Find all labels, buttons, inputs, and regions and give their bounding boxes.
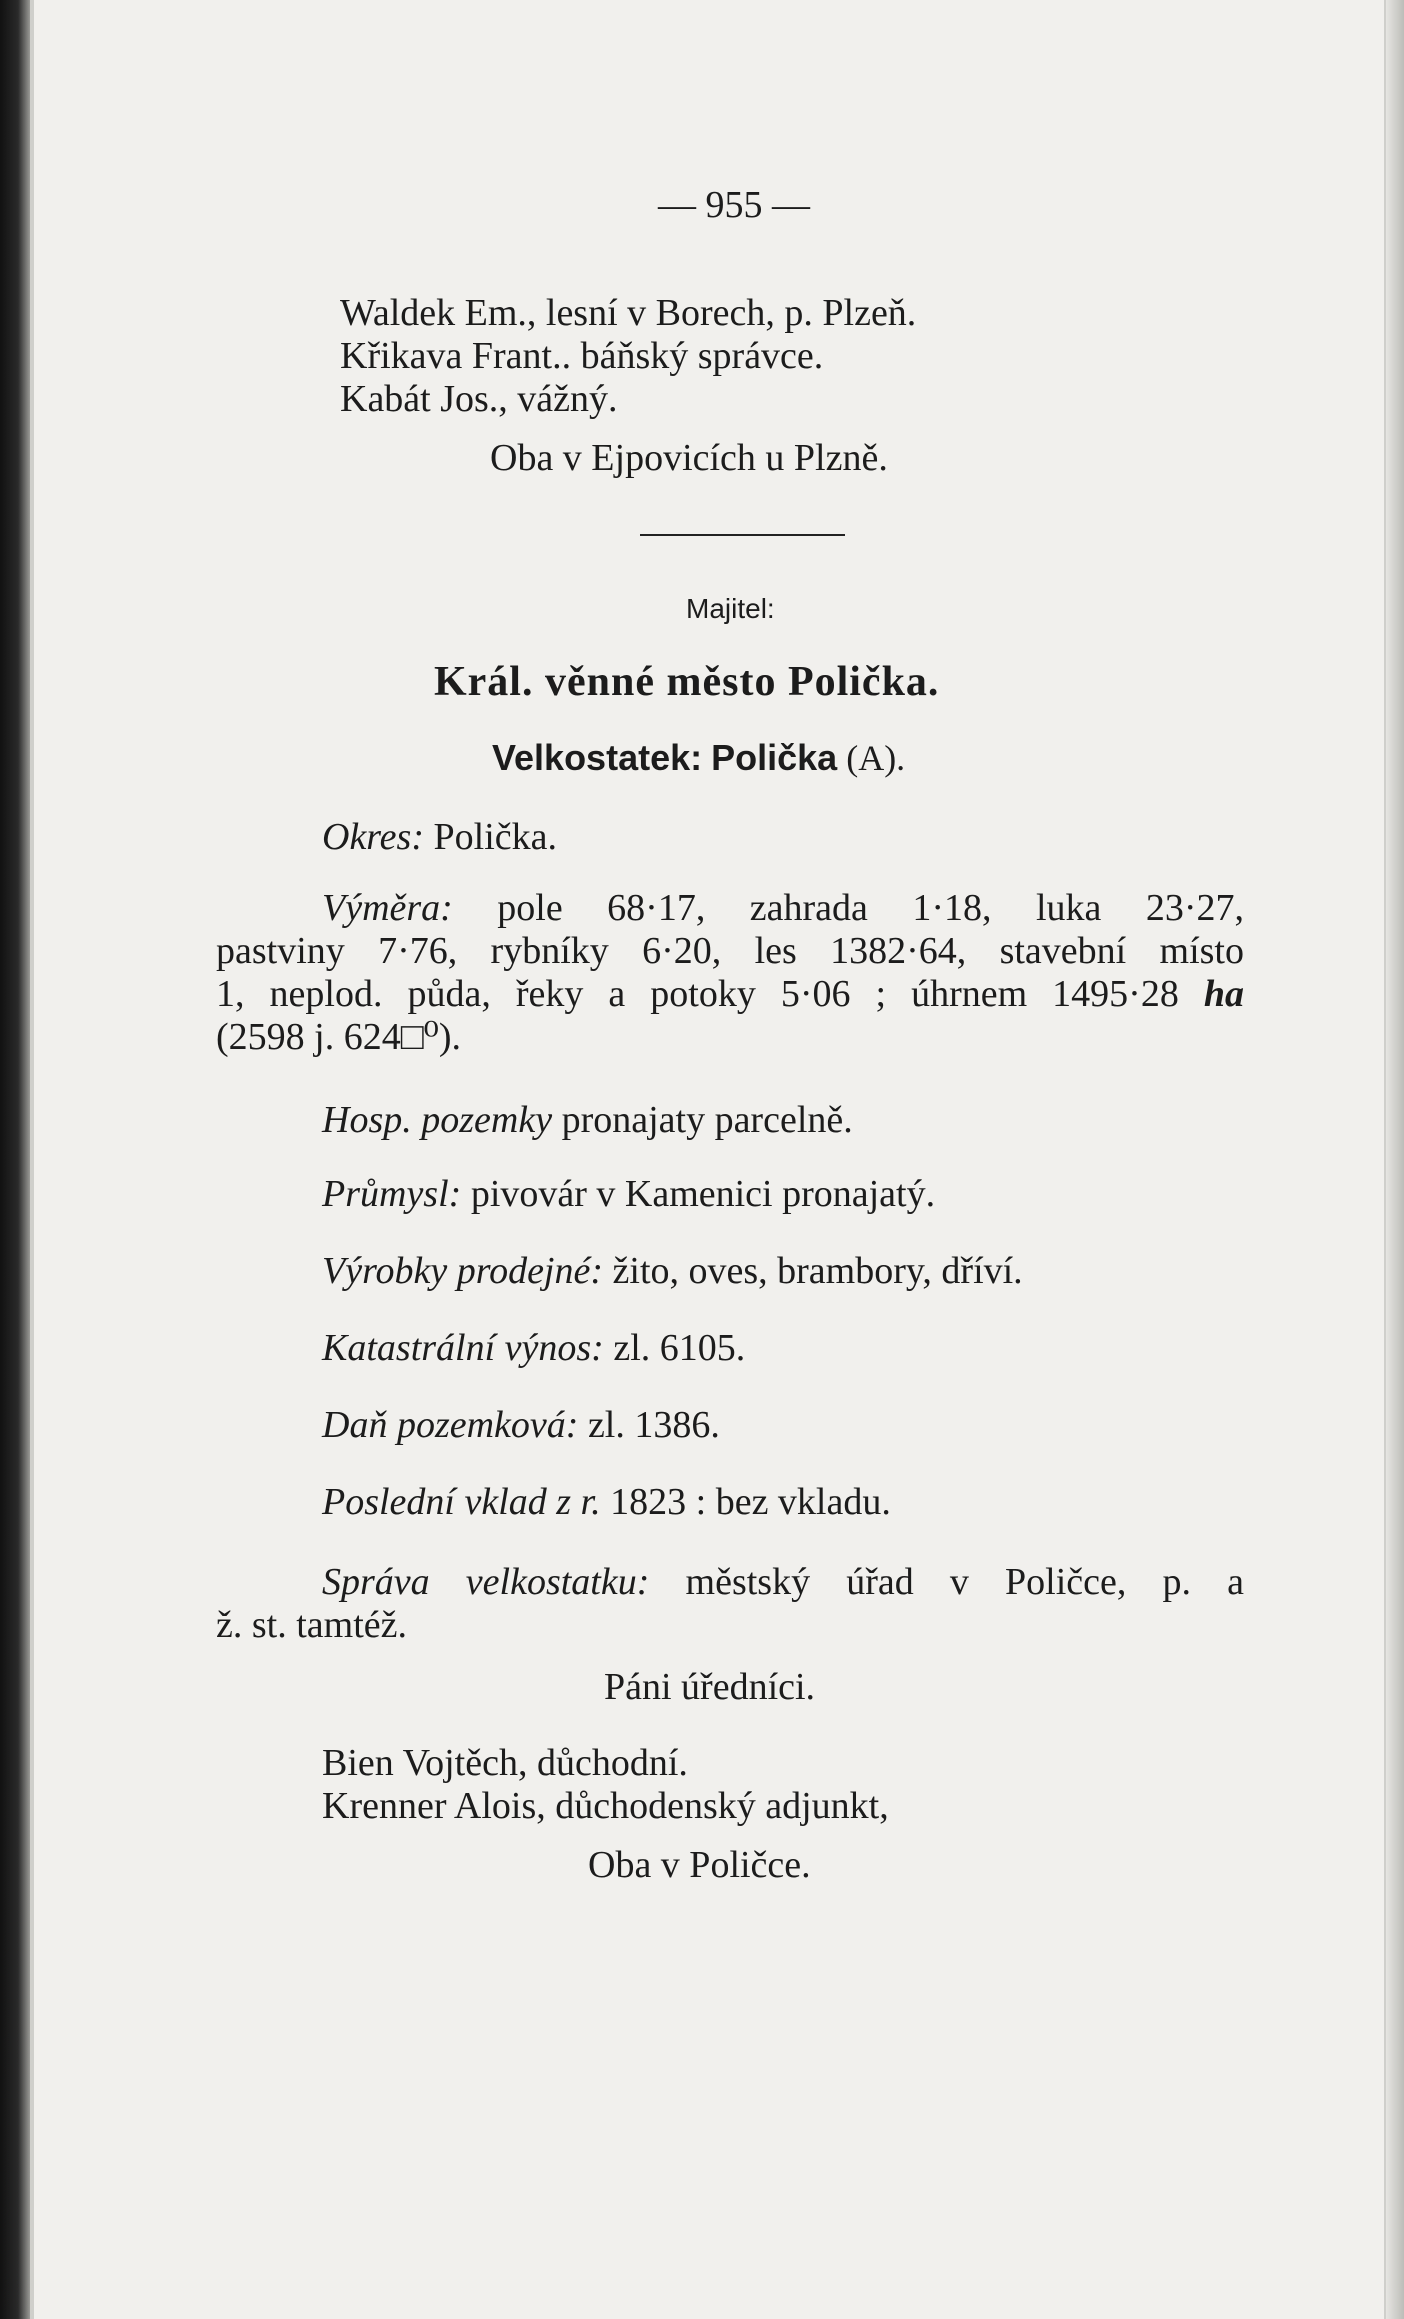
officials-location: Oba v Poličce. — [588, 1844, 811, 1886]
owner-label: Majitel: — [686, 593, 775, 624]
district-label: Okres: — [322, 816, 424, 858]
official-2: Krenner Alois, důchodenský adjunkt, — [322, 1785, 889, 1827]
estate-name: Polička — [711, 737, 838, 778]
area-line-4: (2598 j. 624□⁰). — [216, 1016, 462, 1058]
administration-line1-rest: městský úřad v Poličce, p. a — [685, 1561, 1244, 1603]
area-label: Výměra: — [322, 887, 453, 929]
field-dan-pozemkova — [322, 1403, 720, 1447]
district-line — [322, 815, 557, 859]
page-number: — 955 — — [658, 184, 810, 226]
administration-label: Správa velkostatku: — [322, 1561, 650, 1603]
estate-label: Velkostatek: — [492, 737, 703, 778]
area-line-3 — [216, 972, 1244, 1016]
estate-title — [492, 736, 905, 780]
owner-name: Král. věnné město Polička. — [434, 659, 940, 705]
field-label: Katastrální výnos: — [322, 1327, 604, 1369]
field-label: Daň pozemková: — [322, 1404, 579, 1446]
location-line: Oba v Ejpovicích u Plzně. — [490, 437, 888, 479]
area-unit: ha — [1203, 973, 1245, 1015]
field-value: zl. 6105. — [613, 1327, 746, 1369]
area-line-2: pastviny 7·76, rybníky 6·20, les 1382·64, stavební místo — [216, 930, 1244, 972]
administration-line-1 — [322, 1560, 1244, 1604]
area-line1-rest: pole 68·17, zahrada 1·18, luka 23·27, — [497, 887, 1244, 929]
area-line3-pre: 1, neplod. půda, řeky a potoky 5·06 ; úhrnem 1495·28 — [216, 973, 1179, 1015]
administration-line-2: ž. st. tamtéž. — [216, 1604, 407, 1646]
officials-heading: Páni úředníci. — [604, 1666, 816, 1708]
entry-line-2: Křikava Frant.. báňský správce. — [340, 335, 824, 377]
estate-suffix: (A). — [846, 738, 906, 778]
field-value: pivovár v Kamenici pronajatý. — [470, 1173, 936, 1215]
district-value: Polička. — [433, 816, 557, 858]
field-label: Průmysl: — [322, 1173, 462, 1215]
entry-line-1: Waldek Em., lesní v Borech, p. Plzeň. — [340, 292, 917, 334]
field-vyrobky — [322, 1249, 1023, 1293]
area-line-1 — [322, 886, 1244, 930]
field-hosp-pozemky — [322, 1098, 853, 1142]
field-prumysl — [322, 1172, 935, 1216]
field-value: žito, oves, brambory, dříví. — [612, 1250, 1023, 1292]
field-label: Výrobky prodejné: — [322, 1250, 604, 1292]
field-posledni-vklad — [322, 1480, 891, 1524]
page-edge — [1386, 0, 1404, 2319]
divider-rule — [640, 534, 845, 536]
book-spine-shadow — [0, 0, 30, 2319]
field-value: pronajaty parcelně. — [561, 1099, 853, 1141]
field-label: Hosp. pozemky — [322, 1099, 553, 1141]
field-katastralni-vynos — [322, 1326, 745, 1370]
entry-line-3: Kabát Jos., vážný. — [340, 378, 618, 420]
field-label: Poslední vklad z r. — [322, 1481, 601, 1523]
field-value: zl. 1386. — [587, 1404, 720, 1446]
official-1: Bien Vojtěch, důchodní. — [322, 1742, 688, 1784]
field-value: 1823 : bez vkladu. — [610, 1481, 891, 1523]
